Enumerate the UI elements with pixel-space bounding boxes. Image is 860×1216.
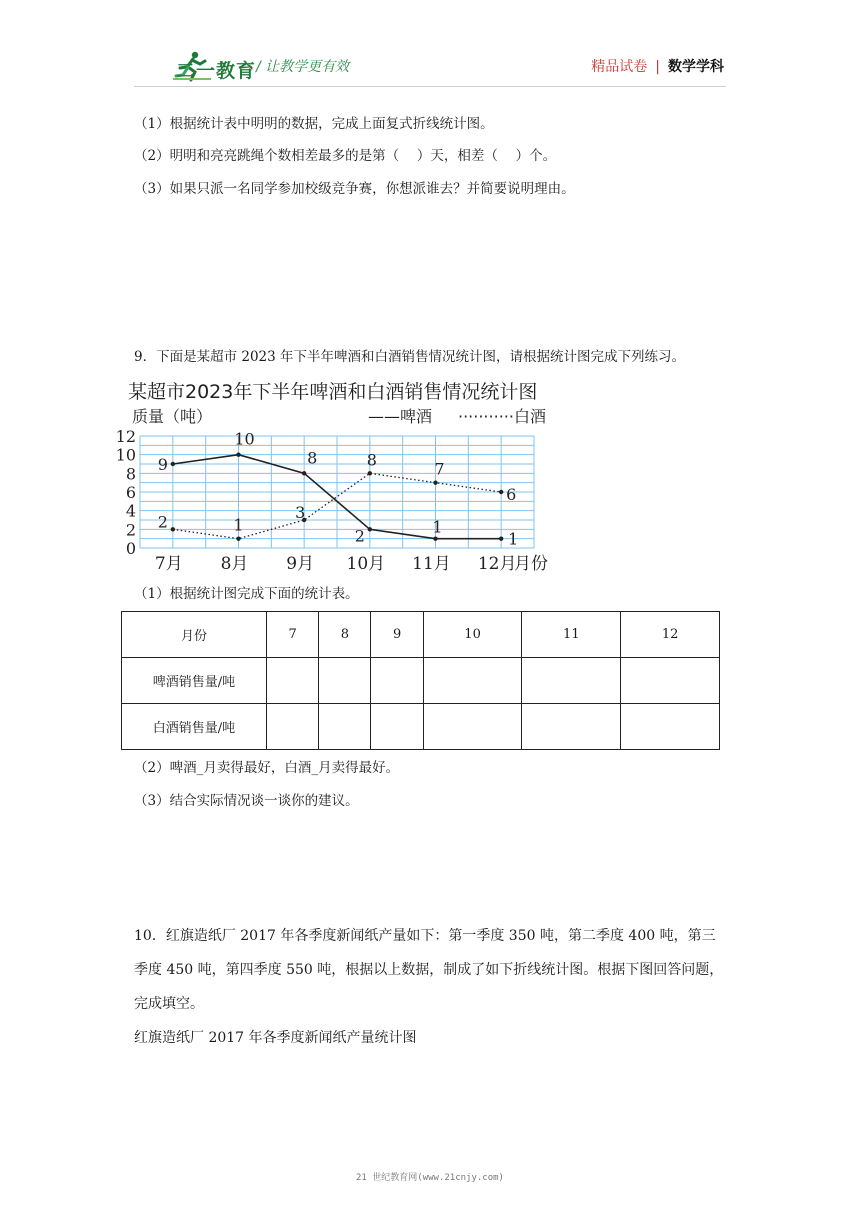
data-point (302, 471, 306, 475)
brand-slogan: / 让教学更有效 (256, 59, 350, 75)
table-answer-cell[interactable] (621, 658, 720, 704)
table-answer-cell[interactable] (267, 704, 319, 750)
data-point (171, 527, 175, 531)
chart-title: 某超市2023年下半年啤酒和白酒销售情况统计图 (128, 381, 538, 403)
y-tick-label: 8 (125, 464, 136, 484)
x-tick-label: 7月 (154, 554, 183, 574)
table-row-label: 白酒销售量/吨 (122, 704, 267, 750)
data-label: 2 (354, 526, 365, 546)
data-label: 6 (506, 485, 517, 504)
table-header-cell: 10 (423, 612, 522, 658)
subject-label: 数学学科 (668, 59, 724, 75)
data-label: 7 (434, 459, 445, 479)
table-answer-cell[interactable] (621, 704, 720, 750)
table-header-cell: 12 (621, 612, 720, 658)
data-point (433, 480, 437, 484)
data-point (171, 462, 175, 466)
q8-part-1: （1）根据统计表中明明的数据，完成上面复式折线统计图。 (134, 116, 494, 132)
chart-series (158, 430, 519, 549)
table-answer-cell[interactable] (371, 704, 423, 750)
x-tick-label: 11月 (412, 554, 451, 574)
table-header-cell: 月份 (122, 612, 267, 658)
data-label: 1 (233, 515, 244, 535)
data-label: 3 (295, 503, 306, 522)
table-row (122, 704, 720, 750)
y-tick-label: 4 (125, 501, 136, 521)
q9-part-3: （3）结合实际情况谈一谈你的建议。 (134, 793, 359, 809)
x-axis-ticks (155, 554, 517, 574)
table-answer-cell[interactable] (522, 658, 621, 704)
data-point (433, 536, 437, 540)
data-point (368, 527, 372, 531)
table-answer-cell[interactable] (522, 704, 621, 750)
y-tick-label: 6 (125, 483, 136, 502)
brand-name: 二一教育 (176, 60, 257, 82)
data-point (236, 536, 240, 540)
y-tick-label: 2 (125, 520, 136, 540)
chart-grid (140, 436, 534, 548)
y-tick-label: 10 (115, 445, 136, 465)
header-right (591, 56, 724, 76)
data-label: 8 (307, 448, 318, 468)
y-axis-ticks (116, 427, 136, 558)
q10-text-line-2: 季度 450 吨，第四季度 550 吨，根据以上数据，制成了如下折线统计图。根据下图回答问题， (134, 962, 724, 978)
data-label: 8 (366, 450, 377, 470)
x-tick-label: 12月 (477, 554, 517, 574)
table-answer-cell[interactable] (319, 658, 371, 704)
data-point (236, 452, 240, 456)
data-label: 2 (157, 512, 168, 532)
table-row (122, 658, 720, 704)
header-separator: | (655, 59, 660, 75)
page-footer: 21 世纪教育网(www.21cnjy.com) (356, 1173, 504, 1183)
table-answer-cell[interactable] (423, 704, 522, 750)
q9-part-1: （1）根据统计图完成下面的统计表。 (134, 586, 359, 602)
q8-part-3: （3）如果只派一名同学参加校级竞争赛，你想派谁去？并简要说明理由。 (134, 181, 575, 197)
table-header-cell: 7 (267, 612, 319, 658)
table-answer-cell[interactable] (267, 658, 319, 704)
table-answer-cell[interactable] (371, 658, 423, 704)
q10-chart-title: 红旗造纸厂 2017 年各季度新闻纸产量统计图 (134, 1030, 417, 1046)
x-tick-label: 8月 (220, 554, 249, 574)
data-label: 1 (508, 529, 519, 549)
q10-text-line-1: 10．红旗造纸厂 2017 年各季度新闻纸产量如下：第一季度 350 吨，第二季度 400 吨，第三 (134, 928, 716, 944)
chart-ylabel: 质量（吨） (132, 407, 213, 426)
table-answer-cell[interactable] (319, 704, 371, 750)
legend-liquor: ···········白酒 (458, 407, 546, 426)
q9-intro: 9．下面是某超市 2023 年下半年啤酒和白酒销售情况统计图，请根据统计图完成下列练习。 (134, 349, 686, 365)
sales-stat-table (121, 611, 720, 750)
data-point (499, 536, 503, 540)
q9-part-2: （2）啤酒_月卖得最好，白酒_月卖得最好。 (134, 760, 400, 776)
data-label: 1 (432, 517, 443, 537)
data-point (368, 471, 372, 475)
x-tick-label: 9月 (286, 554, 315, 574)
table-row-label: 啤酒销售量/吨 (122, 658, 267, 704)
y-tick-label: 0 (125, 539, 136, 558)
x-tick-label: 10月 (346, 554, 386, 574)
table-header-cell: 8 (319, 612, 371, 658)
legend-beer: ——啤酒 (368, 407, 433, 426)
q8-part-2: （2）明明和亮亮跳绳个数相差最多的是第（ ）天，相差（ ）个。 (134, 148, 557, 164)
chart-xlabel: 月份 (514, 554, 548, 574)
data-point (499, 490, 503, 494)
sales-line-chart (115, 376, 560, 576)
q10-text-line-3: 完成填空。 (134, 996, 204, 1012)
header-divider (134, 86, 726, 87)
paper-type-label: 精品试卷 (591, 59, 648, 75)
y-tick-label: 12 (115, 427, 136, 446)
table-answer-cell[interactable] (423, 658, 522, 704)
table-header-cell: 9 (371, 612, 423, 658)
data-label: 9 (157, 455, 168, 474)
table-header-cell: 11 (522, 612, 621, 658)
table-row (122, 612, 720, 658)
data-label: 10 (234, 429, 255, 449)
